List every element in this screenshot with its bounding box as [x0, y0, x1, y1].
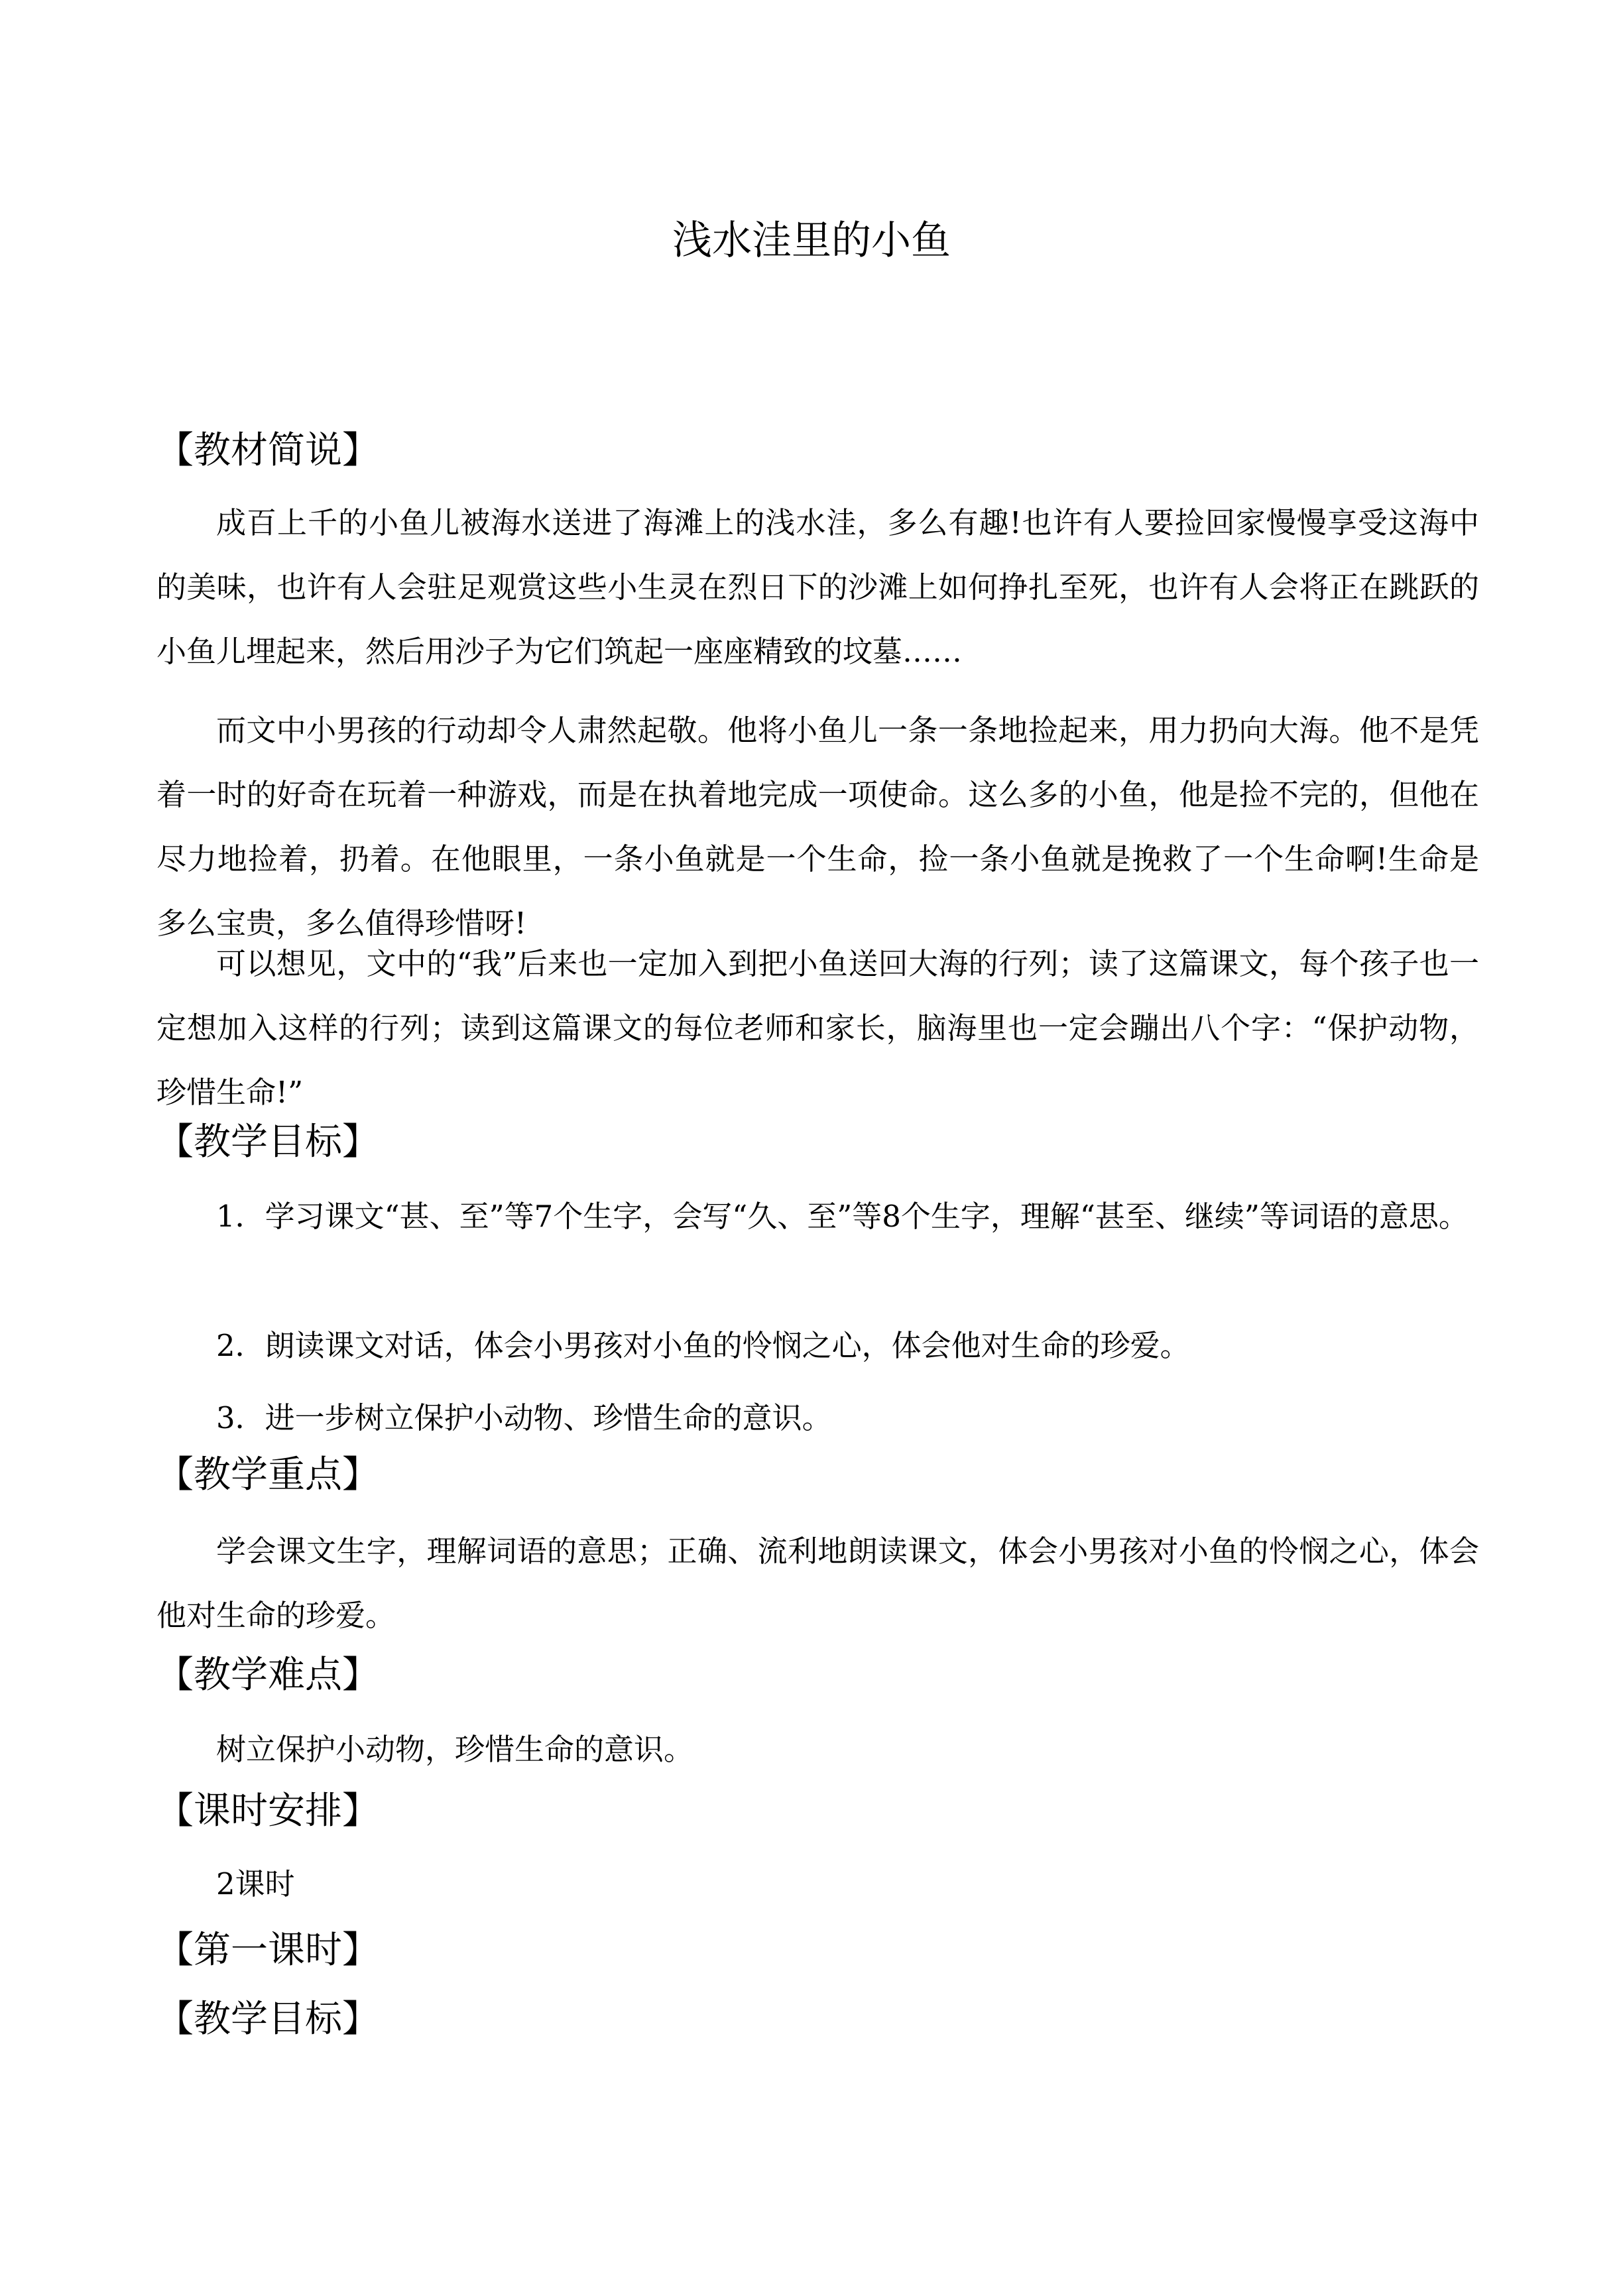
section-heading-keshi: 【课时安排】 [156, 1789, 379, 1833]
document-title: 浅水洼里的小鱼 [672, 217, 951, 264]
section-heading-jiaocai: 【教材简说】 [156, 429, 379, 472]
mubiao-item-3: 3．进一步树立保护小动物、珍惜生命的意识。 [216, 1400, 832, 1435]
keshi-text: 2课时 [216, 1866, 295, 1902]
section-heading-nandian: 【教学难点】 [156, 1654, 379, 1697]
zhongdian-text: 学会课文生字，理解词语的意思；正确、流利地朗读课文，体会小男孩对小鱼的怜悯之心，体会他对生命的珍爱。 [156, 1534, 1479, 1633]
section-heading-mubiao-2: 【教学目标】 [156, 1998, 379, 2041]
mubiao-item-2: 2．朗读课文对话，体会小男孩对小鱼的怜悯之心，体会他对生命的珍爱。 [216, 1328, 1190, 1363]
jiaocai-paragraph-1: 成百上千的小鱼儿被海水送进了海滩上的浅水洼，多么有趣!也许有人要捡回家慢慢享受这海中的美味，也许有人会驻足观赏这些小生灵在烈日下的沙滩上如何挣扎至死，也许有人会将正在跳跃的小鱼儿埋起来，然后用沙子为它们筑起一座座精致的坟墓…… [156, 505, 1479, 669]
nandian-text: 树立保护小动物，珍惜生命的意识。 [216, 1732, 694, 1767]
section-heading-mubiao: 【教学目标】 [156, 1120, 379, 1164]
jiaocai-paragraph-2: 而文中小男孩的行动却令人肃然起敬。他将小鱼儿一条一条地捡起来，用力扔向大海。他不是凭着一时的好奇在玩着一种游戏，而是在执着地完成一项使命。这么多的小鱼，他是捡不完的，但他在尽力地捡着，扔着。在他眼里，一条小鱼就是一个生命，捡一条小鱼就是挽救了一个生命啊!生命是多么宝贵，多么值得珍惜呀! [156, 713, 1479, 941]
section-heading-diyi-keshi: 【第一课时】 [156, 1929, 379, 1972]
mubiao-item-1: 1．学习课文“甚、至”等7个生字，会写“久、至”等8个生字，理解“甚至、继续”等词语的意思。 [216, 1199, 1469, 1234]
section-heading-zhongdian: 【教学重点】 [156, 1453, 379, 1496]
jiaocai-paragraph-3: 可以想见，文中的“我”后来也一定加入到把小鱼送回大海的行列；读了这篇课文，每个孩子也一定想加入这样的行列；读到这篇课文的每位老师和家长，脑海里也一定会蹦出八个字：“保护动物，珍惜生命!” [156, 946, 1479, 1110]
